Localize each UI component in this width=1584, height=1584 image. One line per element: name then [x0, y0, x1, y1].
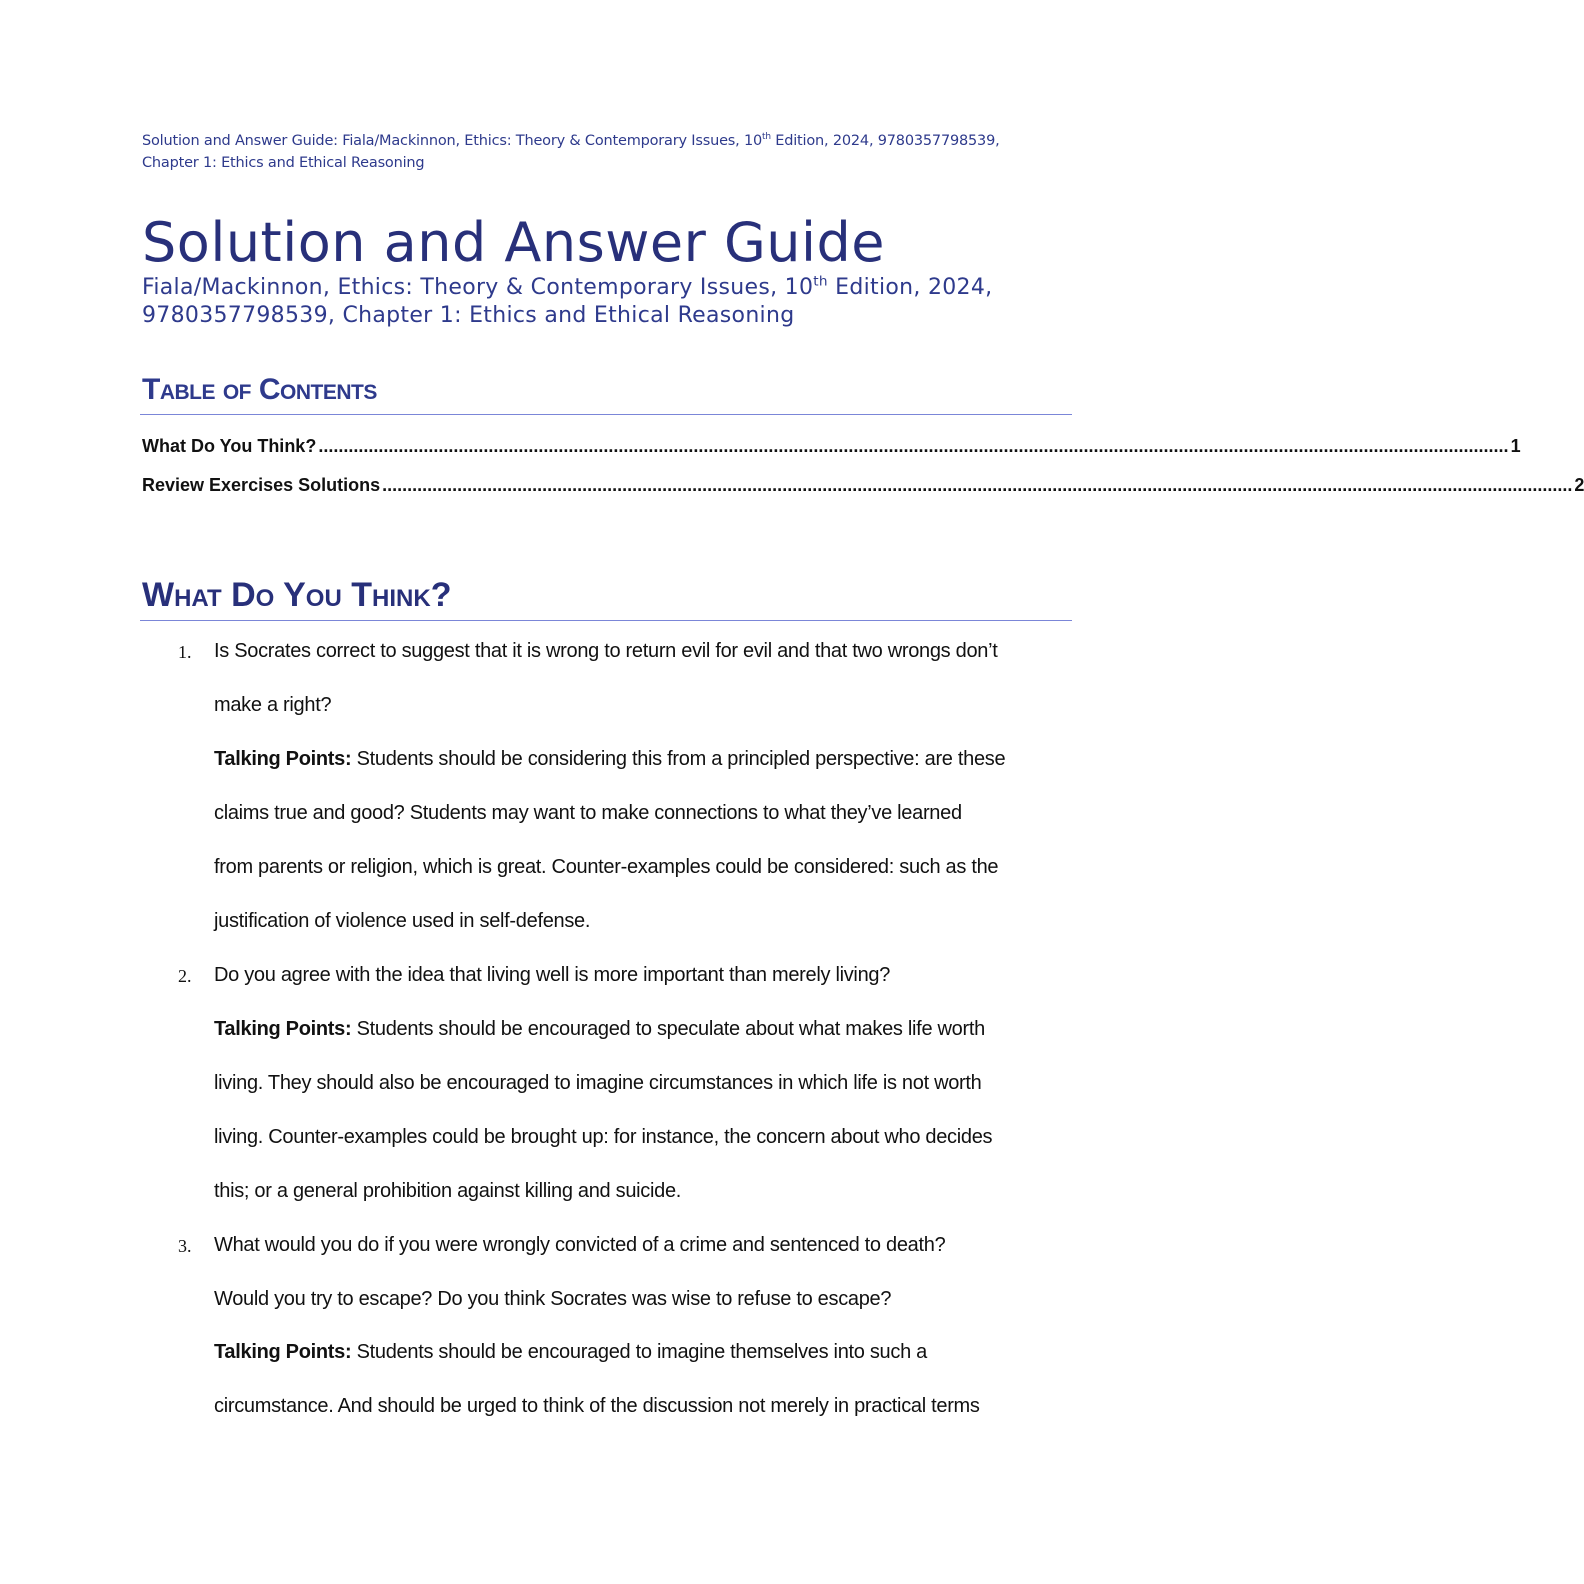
question-number: 2. [178, 966, 192, 986]
toc-heading: Table of Contents [142, 373, 377, 406]
toc-entry-page: 2 [1574, 475, 1584, 495]
running-header [142, 130, 1082, 174]
toc-entry-review-exercises[interactable] [142, 473, 1584, 497]
talking-points-label: Talking Points: [214, 1341, 352, 1363]
subtitle-line-2: 9780357798539, Chapter 1: Ethics and Ethical Reasoning [142, 303, 795, 328]
section-heading: What Do You Think? [142, 576, 452, 614]
toc-divider [140, 414, 1072, 415]
section-divider [140, 620, 1072, 621]
question-text-line: What would you do if you were wrongly convicted of a crime and sentenced to death? [214, 1234, 946, 1256]
question-text-line: Would you try to escape? Do you think Socrates was wise to refuse to escape? [214, 1288, 892, 1310]
question-text-line: Do you agree with the idea that living well is more important than merely living? [214, 964, 891, 986]
toc-entry-what-do-you-think[interactable] [142, 434, 1521, 458]
talking-points-line: from parents or religion, which is great. Counter-examples could be considered: such as the [214, 856, 999, 878]
talking-points-line: Talking Points: Students should be encouraged to imagine themselves into such a [214, 1341, 927, 1363]
question-text-line: Is Socrates correct to suggest that it is wrong to return evil for evil and that two wrongs don’t [214, 640, 998, 662]
toc-entry-label: Review Exercises Solutions [142, 475, 381, 495]
question-number: 1. [178, 642, 192, 662]
running-header-line-2: Chapter 1: Ethics and Ethical Reasoning [142, 155, 425, 171]
running-header-line-1: Solution and Answer Guide: Fiala/Mackinnon, Ethics: Theory & Contemporary Issues, 10th Edition, 2024, 9780357798539, [142, 132, 1000, 149]
document-title: Solution and Answer Guide [142, 211, 886, 274]
talking-points-line: this; or a general prohibition against killing and suicide. [214, 1180, 682, 1202]
toc-entry-page: 1 [1510, 436, 1521, 456]
talking-points-line: claims true and good? Students may want to make connections to what they’ve learned [214, 802, 962, 824]
question-text-line: make a right? [214, 694, 332, 716]
question-number: 3. [178, 1236, 192, 1256]
subtitle-line-1: Fiala/Mackinnon, Ethics: Theory & Contemporary Issues, 10th Edition, 2024, [142, 273, 993, 300]
talking-points-line: justification of violence used in self-defense. [214, 910, 591, 932]
talking-points-line: Talking Points: Students should be considering this from a principled perspective: are these [214, 748, 1006, 770]
talking-points-line: living. They should also be encouraged to imagine circumstances in which life is not worth [214, 1072, 982, 1094]
talking-points-line: Talking Points: Students should be encouraged to speculate about what makes life worth [214, 1018, 985, 1040]
toc-leader-dots: .............................................................................................................................................................................................................................................. [382, 475, 1573, 495]
document-subtitle [142, 274, 1082, 330]
talking-points-label: Talking Points: [214, 1018, 352, 1040]
talking-points-line: circumstance. And should be urged to think of the discussion not merely in practical terms [214, 1395, 980, 1417]
toc-entry-label: What Do You Think? [142, 436, 317, 456]
talking-points-label: Talking Points: [214, 748, 352, 770]
talking-points-line: living. Counter-examples could be brought up: for instance, the concern about who decides [214, 1126, 993, 1148]
toc-leader-dots: .............................................................................................................................................................................................................................................. [318, 436, 1509, 456]
